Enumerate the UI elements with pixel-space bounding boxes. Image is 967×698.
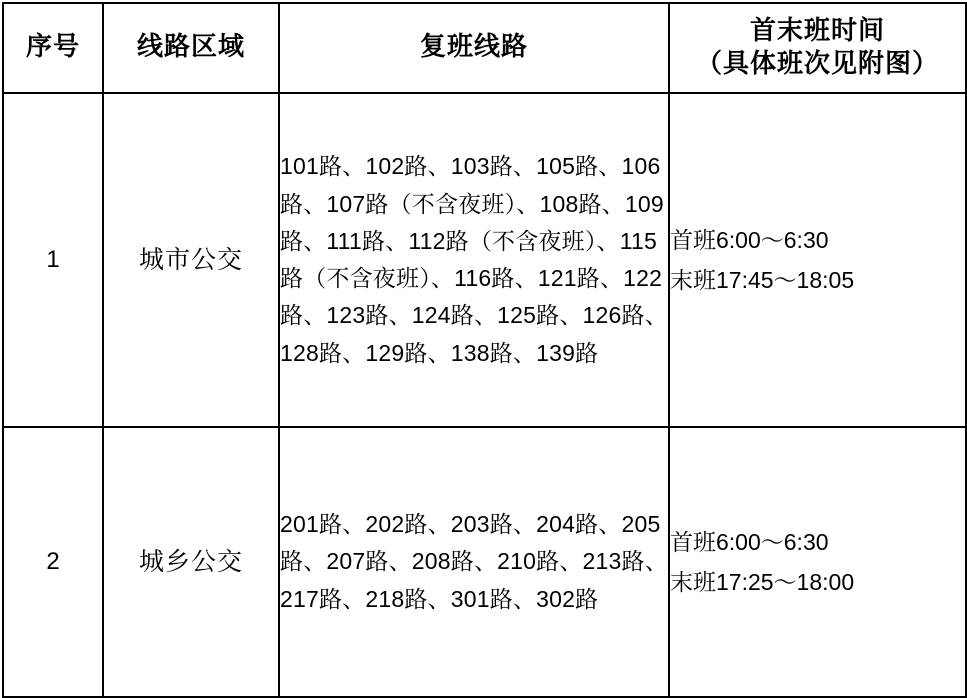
table-row (3, 93, 966, 427)
column-header-time-line-1: 首末班时间 (749, 15, 885, 46)
column-header-index (3, 3, 103, 93)
row-time-cell (669, 427, 966, 697)
row-index-cell: 2 (3, 427, 103, 697)
document-page (0, 2, 967, 698)
column-header-area (103, 3, 279, 93)
row-area-cell: 城乡公交 (103, 427, 279, 697)
column-header-routes-line-1: 复班线路 (419, 32, 528, 63)
row-index-cell: 1 (3, 93, 103, 427)
table-body (3, 93, 966, 697)
table-row (3, 427, 966, 697)
row-time-first: 首班6:00～6:30 (670, 226, 829, 253)
column-header-area-line-1: 线路区域 (136, 32, 245, 63)
table-header-row (3, 3, 966, 93)
column-header-routes (279, 3, 669, 93)
row-time-last: 末班17:45～18:05 (670, 267, 855, 293)
row-routes-cell: 101路、102路、103路、105路、106路、107路（不含夜班）、108路、109路、111路、112路（不含夜班）、115路（不含夜班）、116路、121路、122路、123路、124路、125路、126路、128路、129路、138路、139路 (279, 93, 669, 427)
row-time-first: 首班6:00～6:30 (670, 528, 829, 555)
table-header (3, 3, 966, 93)
column-header-index-line-1: 序号 (25, 32, 80, 63)
bus-resume-schedule-table (2, 2, 967, 698)
row-time-last: 末班17:25～18:00 (670, 569, 855, 595)
row-area-cell: 城市公交 (103, 93, 279, 427)
column-header-time (669, 3, 966, 93)
column-header-time-line-2: （具体班次见附图） (695, 49, 939, 79)
row-routes-cell: 201路、202路、203路、204路、205路、207路、208路、210路、213路、217路、218路、301路、302路 (279, 427, 669, 697)
row-time-cell (669, 93, 966, 427)
